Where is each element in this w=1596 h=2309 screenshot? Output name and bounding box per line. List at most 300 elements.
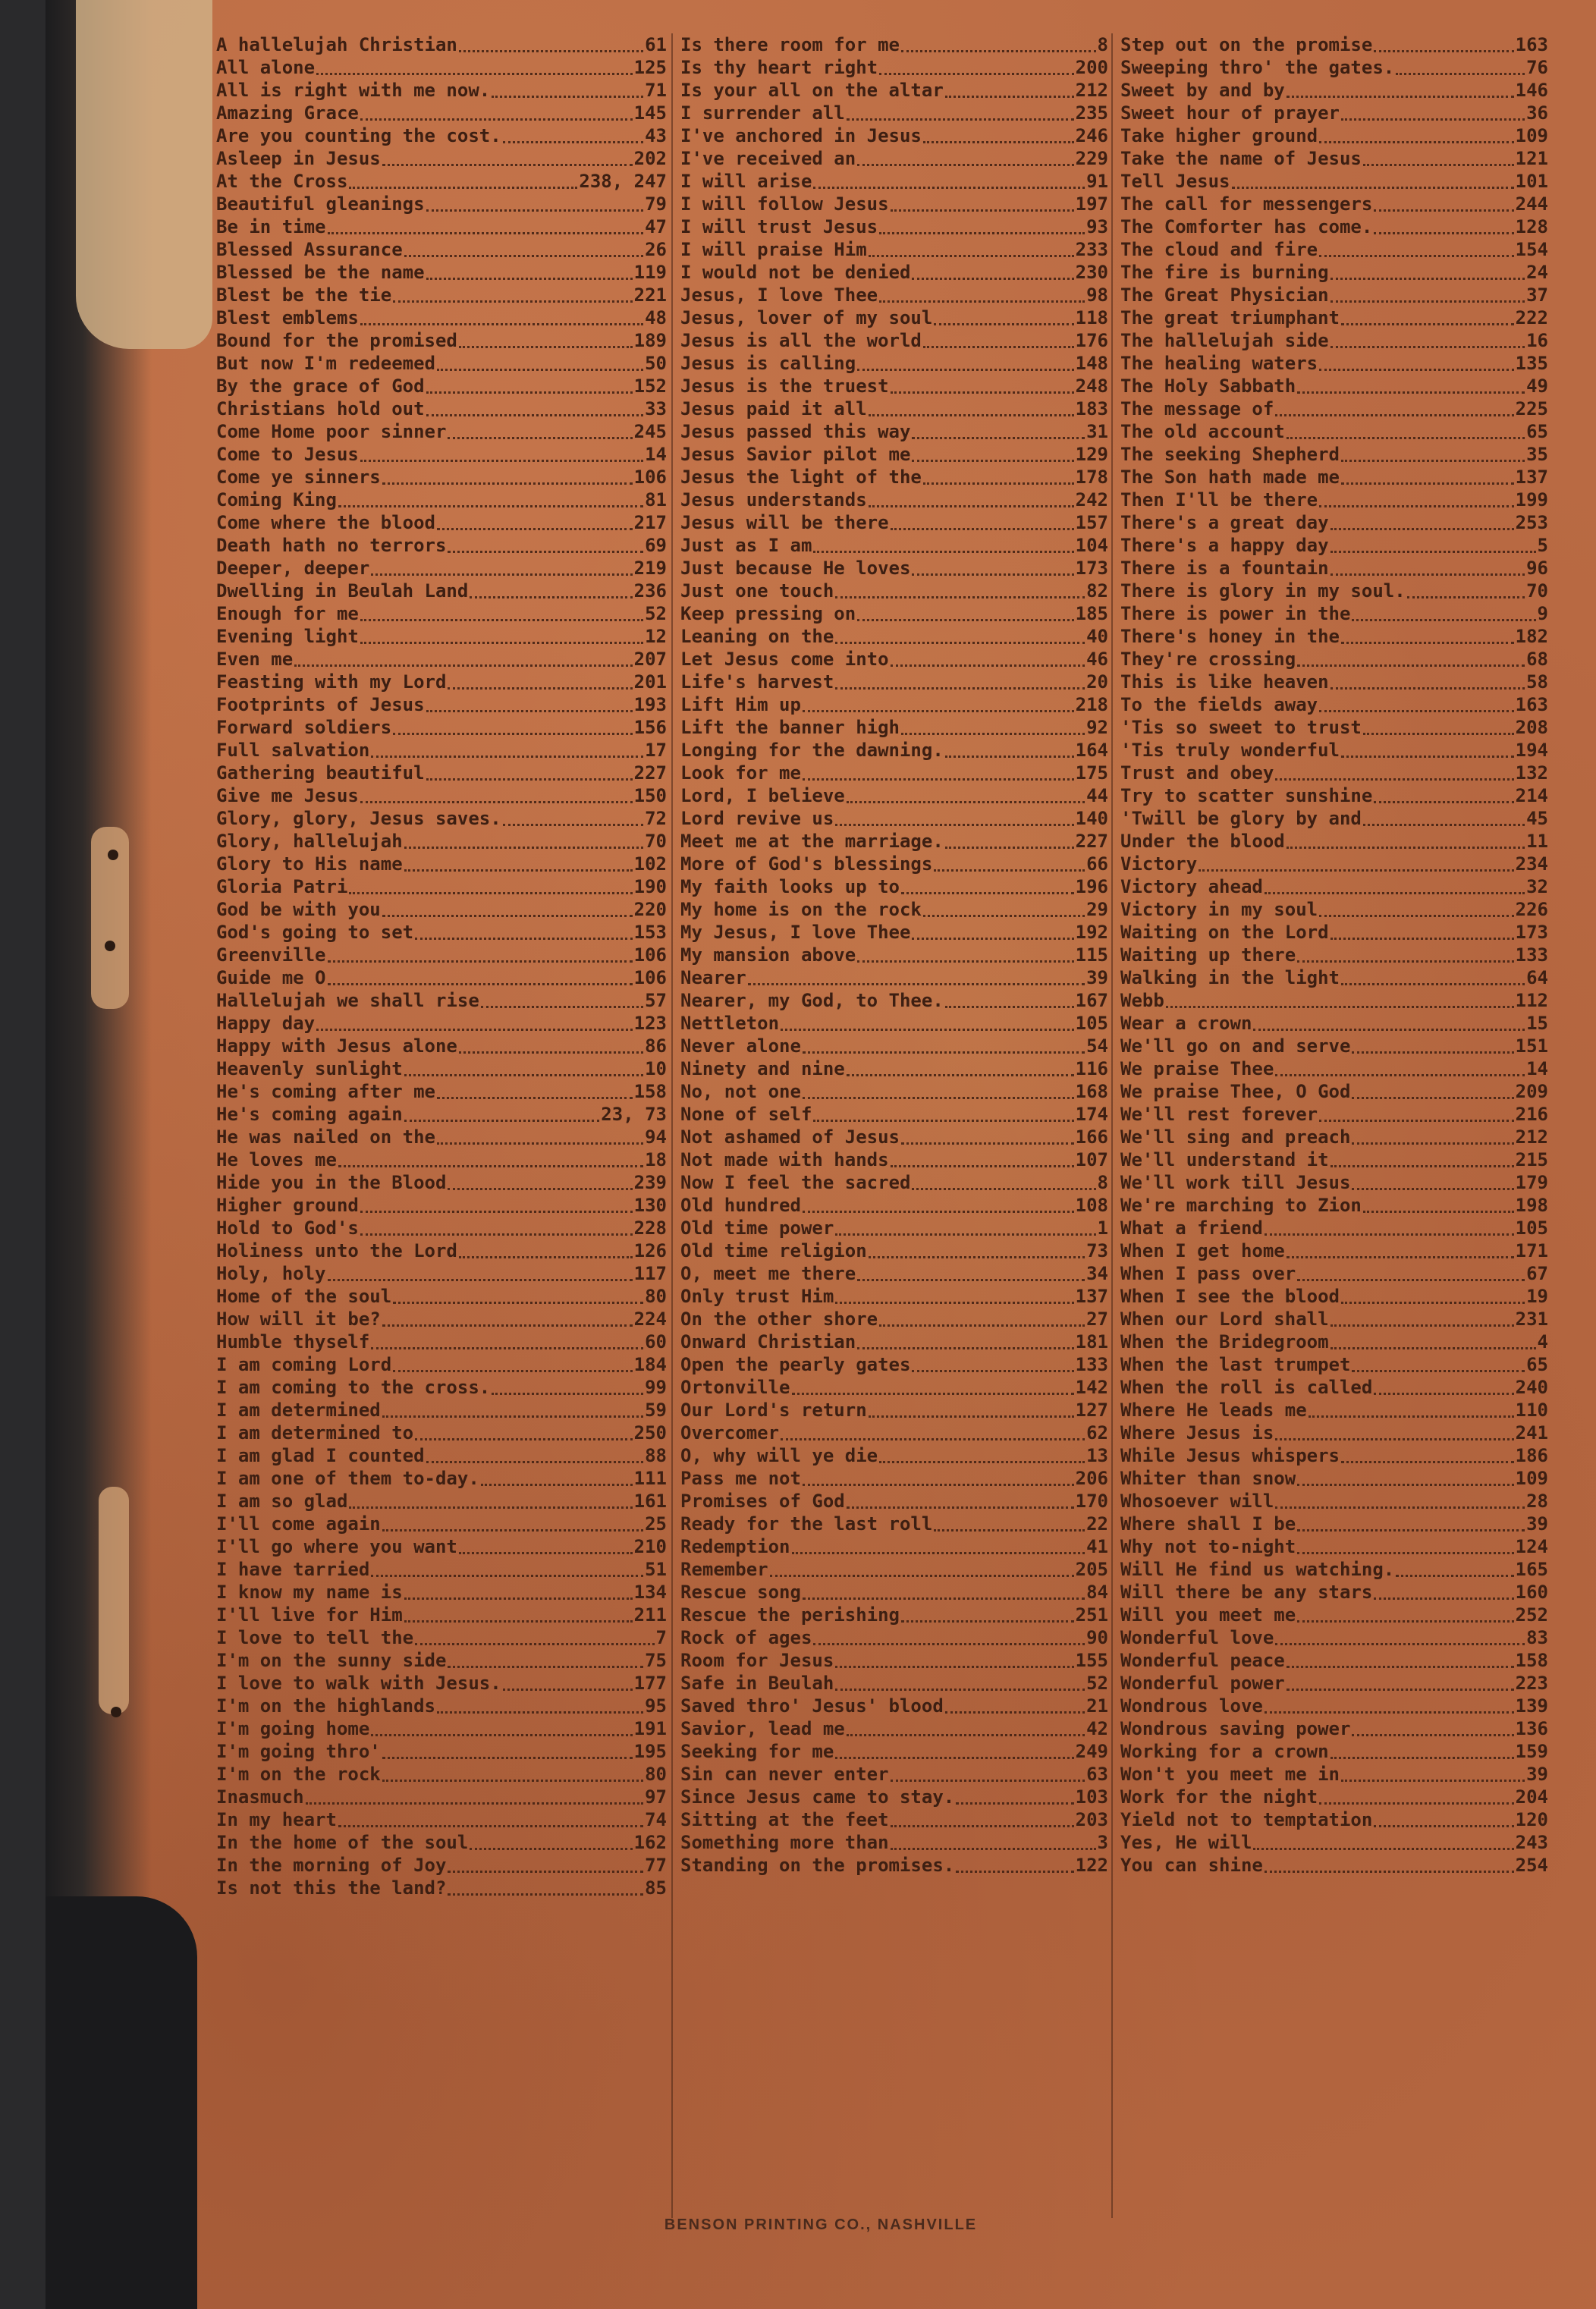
leader-dots: [481, 1484, 633, 1486]
hymn-title: Open the pearly gates: [680, 1354, 911, 1375]
leader-dots: [360, 801, 633, 803]
page-number: 191: [633, 1718, 667, 1739]
hymn-title: Redemption: [680, 1536, 790, 1557]
leader-dots: [1341, 323, 1514, 325]
hymn-title: I would not be denied: [680, 262, 911, 283]
leader-dots: [770, 1575, 1074, 1577]
hymn-title: Enough for me: [216, 603, 359, 624]
index-entry: [673, 443, 1113, 466]
leader-dots: [1374, 209, 1513, 212]
hymn-title: Wonderful power: [1120, 1673, 1285, 1694]
hymn-title: The Great Physician: [1120, 284, 1329, 306]
page-number: 54: [1086, 1035, 1108, 1057]
index-entry: [673, 238, 1113, 261]
leader-dots: [1297, 1279, 1525, 1281]
page-number: 158: [633, 1081, 667, 1102]
hymn-title: The Holy Sabbath: [1120, 375, 1296, 397]
hymn-title: I'm on the rock: [216, 1764, 381, 1785]
index-entry: [1113, 1854, 1553, 1877]
page-number: 214: [1515, 785, 1548, 806]
hymn-title: When the roll is called: [1120, 1377, 1373, 1398]
hymn-title: The old account: [1120, 421, 1285, 442]
hymn-title: I'm on the sunny side: [216, 1650, 447, 1671]
page-number: 105: [1075, 1013, 1108, 1034]
leader-dots: [294, 664, 632, 667]
leader-dots: [371, 573, 632, 576]
page-number: 228: [633, 1217, 667, 1239]
page-number: 221: [633, 284, 667, 306]
leader-dots: [1352, 1734, 1513, 1736]
hymn-title: You can shine: [1120, 1855, 1263, 1876]
leader-dots: [393, 733, 632, 735]
leader-dots: [459, 1256, 633, 1258]
leader-dots: [923, 915, 1085, 917]
index-entry: [1113, 511, 1553, 534]
page-number: 108: [1075, 1195, 1108, 1216]
hymn-title: Leaning on the: [680, 626, 834, 647]
page-number: 209: [1515, 1081, 1548, 1102]
index-entry: [1113, 1740, 1553, 1763]
page-number: 83: [1526, 1627, 1548, 1648]
hymn-title: In my heart: [216, 1809, 337, 1830]
leader-dots: [891, 209, 1074, 212]
index-entry: [1113, 716, 1553, 739]
page-number: 98: [1086, 284, 1108, 306]
hymn-title: The Comforter has come.: [1120, 216, 1373, 237]
index-entry: [216, 1148, 671, 1171]
leader-dots: [1341, 756, 1514, 758]
index-entry: [216, 1695, 671, 1717]
index-entry: [1113, 1422, 1553, 1444]
hymn-title: Will He find us watching.: [1120, 1559, 1395, 1580]
leader-dots: [437, 1142, 643, 1145]
hymn-title: We'll sing and preach: [1120, 1126, 1351, 1148]
leader-dots: [448, 687, 632, 690]
page-number: 124: [1515, 1536, 1548, 1557]
index-entry: [216, 1262, 671, 1285]
hymn-title: When the last trumpet: [1120, 1354, 1351, 1375]
page-number: 162: [633, 1832, 667, 1853]
page-number: 73: [1086, 1240, 1108, 1261]
page-number: 50: [645, 353, 667, 374]
hymn-title: There is a fountain: [1120, 558, 1329, 579]
page-number: 218: [1075, 694, 1108, 715]
index-entry: [216, 648, 671, 671]
page-number: 39: [1526, 1513, 1548, 1535]
leader-dots: [813, 551, 1073, 553]
index-entry: [673, 830, 1113, 853]
page-number: 39: [1526, 1764, 1548, 1785]
leader-dots: [404, 847, 643, 849]
leader-dots: [945, 756, 1074, 758]
page-number: 40: [1086, 626, 1108, 647]
leader-dots: [360, 642, 643, 644]
page-number: 52: [645, 603, 667, 624]
hymn-title: I surrender all: [680, 102, 845, 124]
leader-dots: [1297, 1552, 1513, 1554]
hymn-title: In the home of the soul: [216, 1832, 469, 1853]
page-number: 93: [1086, 216, 1108, 237]
leader-dots: [1341, 983, 1525, 985]
leader-dots: [1352, 1142, 1513, 1145]
index-entry: [673, 1831, 1113, 1854]
index-entry: [673, 1444, 1113, 1467]
page-number: 111: [633, 1468, 667, 1489]
leader-dots: [803, 1484, 1074, 1486]
index-entry: [673, 557, 1113, 580]
hymn-title: I am coming Lord: [216, 1354, 392, 1375]
index-entry: [1113, 944, 1553, 966]
hymn-title: Savior, lead me: [680, 1718, 845, 1739]
leader-dots: [1341, 1461, 1514, 1463]
leader-dots: [1297, 1484, 1513, 1486]
hymn-title: Old hundred: [680, 1195, 801, 1216]
leader-dots: [306, 1802, 644, 1805]
hymn-title: Won't you meet me in: [1120, 1764, 1340, 1785]
hymn-title: Walking in the light: [1120, 967, 1340, 988]
index-entry: [216, 1490, 671, 1513]
leader-dots: [901, 50, 1096, 52]
page-number: 130: [633, 1195, 667, 1216]
hymn-title: God's going to set: [216, 922, 414, 943]
index-entry: [1113, 784, 1553, 807]
page-number: 14: [645, 444, 667, 465]
index-entry: [673, 762, 1113, 784]
index-entry: [216, 147, 671, 170]
hymn-title: Lord revive us: [680, 808, 834, 829]
index-entry: [216, 284, 671, 306]
leader-dots: [415, 1643, 654, 1645]
index-entry: [673, 1353, 1113, 1376]
page-number: 99: [645, 1377, 667, 1398]
hymn-title: Ortonville: [680, 1377, 790, 1398]
leader-dots: [404, 255, 643, 257]
index-entry: [216, 1467, 671, 1490]
hymn-title: Webb: [1120, 990, 1164, 1011]
page-number: 59: [645, 1400, 667, 1421]
leader-dots: [1396, 1575, 1513, 1577]
index-entry: [216, 557, 671, 580]
index-entry: [216, 602, 671, 625]
leader-dots: [316, 1029, 633, 1031]
leader-dots: [847, 118, 1074, 121]
page-number: 240: [1515, 1377, 1548, 1398]
page-number: 179: [1515, 1172, 1548, 1193]
index-entry: [216, 989, 671, 1012]
hymn-title: Happy day: [216, 1013, 316, 1034]
index-entry: [673, 580, 1113, 602]
leader-dots: [349, 1506, 632, 1509]
hymn-title: Jesus is calling: [680, 353, 856, 374]
page-number: 36: [1526, 102, 1548, 124]
page-number: 58: [1526, 671, 1548, 693]
leader-dots: [1265, 1871, 1514, 1873]
index-entry: [216, 420, 671, 443]
index-entry: [1113, 33, 1553, 56]
page-number: 77: [645, 1855, 667, 1876]
page-number: 16: [1526, 330, 1548, 351]
leader-dots: [1275, 1643, 1525, 1645]
page-number: 67: [1526, 1263, 1548, 1284]
leader-dots: [1275, 1506, 1525, 1509]
page-number: 132: [1515, 762, 1548, 784]
index-entry: [673, 1854, 1113, 1877]
leader-dots: [1341, 642, 1514, 644]
index-entry: [673, 1808, 1113, 1831]
page-number: 252: [1515, 1604, 1548, 1626]
hymn-title: They're crossing: [1120, 649, 1296, 670]
leader-dots: [879, 1324, 1085, 1327]
index-entry: [216, 1103, 671, 1126]
page-number: 107: [1075, 1149, 1108, 1170]
hymn-title: Our Lord's return: [680, 1400, 867, 1421]
page-number: 137: [1515, 467, 1548, 488]
index-column-3: [1111, 33, 1553, 2218]
hymn-title: Higher ground: [216, 1195, 359, 1216]
leader-dots: [1374, 232, 1513, 234]
hymn-title: The cloud and fire: [1120, 239, 1318, 260]
index-entry: [1113, 898, 1553, 921]
hymn-title: Home of the soul: [216, 1286, 392, 1307]
index-entry: [673, 534, 1113, 557]
page-number: 10: [645, 1058, 667, 1079]
index-entry: [1113, 580, 1553, 602]
index-entry: [216, 830, 671, 853]
leader-dots: [338, 1825, 643, 1827]
index-entry: [1113, 1035, 1553, 1057]
index-entry: [673, 966, 1113, 989]
leader-dots: [835, 687, 1085, 690]
index-entry: [673, 716, 1113, 739]
index-entry: [673, 1057, 1113, 1080]
hymn-title: Wonderful peace: [1120, 1650, 1285, 1671]
leader-dots: [1319, 1802, 1514, 1805]
index-entry: [673, 375, 1113, 397]
leader-dots: [847, 801, 1085, 803]
hymn-title: I am determined to: [216, 1422, 414, 1444]
leader-dots: [360, 460, 643, 462]
hymn-title: I have tarried: [216, 1559, 370, 1580]
page-number: 195: [633, 1741, 667, 1762]
hymn-title: No, not one: [680, 1081, 801, 1102]
index-entry: [216, 1399, 671, 1422]
hymn-title: Jesus will be there: [680, 512, 889, 533]
page-number: 28: [1526, 1491, 1548, 1512]
page-number: 7: [655, 1627, 667, 1648]
page-number: 184: [633, 1354, 667, 1375]
leader-dots: [382, 164, 633, 166]
leader-dots: [360, 323, 643, 325]
leader-dots: [338, 1165, 643, 1167]
hymn-title: Holiness unto the Lord: [216, 1240, 457, 1261]
hymn-title: Just because He loves: [680, 558, 911, 579]
page-number: 216: [1515, 1104, 1548, 1125]
index-entry: [673, 1649, 1113, 1672]
leader-dots: [912, 938, 1073, 940]
index-entry: [1113, 466, 1553, 489]
page-number: 47: [645, 216, 667, 237]
index-entry: [1113, 1626, 1553, 1649]
page-number: 229: [1075, 148, 1108, 169]
hymn-title: There is power in the: [1120, 603, 1351, 624]
leader-dots: [1199, 869, 1513, 872]
index-entry: [673, 1148, 1113, 1171]
page-number: 63: [1086, 1764, 1108, 1785]
leader-dots: [404, 1120, 600, 1122]
leader-dots: [879, 73, 1074, 75]
index-entry: [673, 1217, 1113, 1239]
index-entry: [216, 1422, 671, 1444]
page-number: 220: [633, 899, 667, 920]
index-entry: [1113, 921, 1553, 944]
index-entry: [1113, 1831, 1553, 1854]
hymn-title: The call for messengers: [1120, 193, 1373, 215]
leader-dots: [1319, 141, 1514, 143]
index-entry: [673, 33, 1113, 56]
index-entry: [216, 716, 671, 739]
page-number: 91: [1086, 171, 1108, 192]
index-entry: [216, 898, 671, 921]
leader-dots: [393, 1370, 632, 1372]
leader-dots: [1287, 437, 1525, 439]
leader-dots: [1341, 482, 1514, 485]
leader-dots: [923, 482, 1074, 485]
leader-dots: [415, 1438, 633, 1440]
hymn-title: My mansion above: [680, 944, 856, 966]
hymn-title: Lift Him up: [680, 694, 801, 715]
hymn-title: Seeking for me: [680, 1741, 834, 1762]
leader-dots: [945, 96, 1074, 98]
page-number: 68: [1526, 649, 1548, 670]
leader-dots: [503, 1689, 633, 1691]
page-number: 62: [1086, 1422, 1108, 1444]
leader-dots: [415, 938, 633, 940]
hymn-title: There's a great day: [1120, 512, 1329, 533]
leader-dots: [1275, 778, 1513, 781]
leader-dots: [1352, 1370, 1525, 1372]
page-number: 27: [1086, 1308, 1108, 1330]
leader-dots: [426, 414, 644, 416]
leader-dots: [891, 1848, 1096, 1850]
page-number: 12: [645, 626, 667, 647]
hymn-title: Work for the night: [1120, 1786, 1318, 1808]
hymn-title: Hold to God's: [216, 1217, 359, 1239]
leader-dots: [360, 619, 643, 621]
index-entry: [1113, 807, 1553, 830]
index-entry: [673, 1012, 1113, 1035]
hymn-title: Give me Jesus: [216, 785, 359, 806]
page-number: 105: [1515, 1217, 1548, 1239]
hymn-title: When I pass over: [1120, 1263, 1296, 1284]
index-entry: [216, 1649, 671, 1672]
index-entry: [216, 1012, 671, 1035]
leader-dots: [448, 1871, 643, 1873]
hymn-title: Longing for the dawning.: [680, 740, 944, 761]
index-entry: [673, 739, 1113, 762]
page-number: 126: [633, 1240, 667, 1261]
leader-dots: [437, 1711, 643, 1714]
leader-dots: [338, 505, 643, 507]
leader-dots: [1297, 960, 1513, 963]
index-entry: [673, 170, 1113, 193]
page-number: 8: [1097, 1172, 1108, 1193]
page-number: 90: [1086, 1627, 1108, 1648]
page-number: 104: [1075, 535, 1108, 556]
index-entry: [216, 784, 671, 807]
hymn-title: When the Bridegroom: [1120, 1331, 1329, 1352]
hymn-title: Jesus is all the world: [680, 330, 922, 351]
index-entry: [673, 1786, 1113, 1808]
hymn-title: Sitting at the feet: [680, 1809, 889, 1830]
page-number: 24: [1526, 262, 1548, 283]
index-entry: [1113, 1217, 1553, 1239]
leader-dots: [857, 1347, 1073, 1349]
leader-dots: [492, 96, 643, 98]
hymn-title: Is there room for me: [680, 34, 900, 55]
hymn-title: Let Jesus come into: [680, 649, 889, 670]
index-entry: [673, 1626, 1113, 1649]
hymn-title: He's coming after me: [216, 1081, 435, 1102]
hymn-title: Rescue song: [680, 1582, 801, 1603]
page-number: 157: [1075, 512, 1108, 533]
hymn-title: Wondrous love: [1120, 1695, 1263, 1717]
binding-hole: [111, 1707, 121, 1717]
index-entry: [1113, 79, 1553, 102]
index-entry: [673, 147, 1113, 170]
page-number: 178: [1075, 467, 1108, 488]
hymn-title: All is right with me now.: [216, 80, 491, 101]
index-entry: [216, 1308, 671, 1330]
index-entry: [216, 1217, 671, 1239]
page-number: 82: [1086, 580, 1108, 602]
hymn-title: I will praise Him: [680, 239, 867, 260]
hymn-title: I will trust Jesus: [680, 216, 878, 237]
page-number: 3: [1097, 1832, 1108, 1853]
index-entry: [1113, 1649, 1553, 1672]
index-entry: [673, 1513, 1113, 1535]
index-column-2: [671, 33, 1113, 2218]
index-entry: [1113, 306, 1553, 329]
index-entry: [1113, 739, 1553, 762]
page-number: 198: [1515, 1195, 1548, 1216]
index-entry: [216, 1717, 671, 1740]
leader-dots: [1331, 938, 1514, 940]
hymn-title: My faith looks up to: [680, 876, 900, 897]
page-number: 121: [1515, 148, 1548, 169]
hymn-title: I am one of them to-day.: [216, 1468, 479, 1489]
leader-dots: [912, 1370, 1073, 1372]
index-entry: [1113, 762, 1553, 784]
leader-dots: [857, 960, 1073, 963]
hymn-title: Whosoever will: [1120, 1491, 1274, 1512]
page-number: 15: [1526, 1013, 1548, 1034]
hymn-title: The hallelujah side: [1120, 330, 1329, 351]
index-entry: [673, 875, 1113, 898]
index-entry: [673, 602, 1113, 625]
hymn-title: We praise Thee: [1120, 1058, 1274, 1079]
leader-dots: [1407, 596, 1525, 598]
index-entry: [216, 1376, 671, 1399]
hymn-title: Life's harvest: [680, 671, 834, 693]
leader-dots: [371, 1734, 632, 1736]
index-entry: [216, 1877, 671, 1899]
page-number: 1: [1097, 1217, 1108, 1239]
index-entry: [673, 1422, 1113, 1444]
index-entry: [673, 784, 1113, 807]
leader-dots: [803, 1597, 1085, 1600]
leader-dots: [803, 710, 1074, 712]
hymn-title: Saved thro' Jesus' blood: [680, 1695, 944, 1717]
